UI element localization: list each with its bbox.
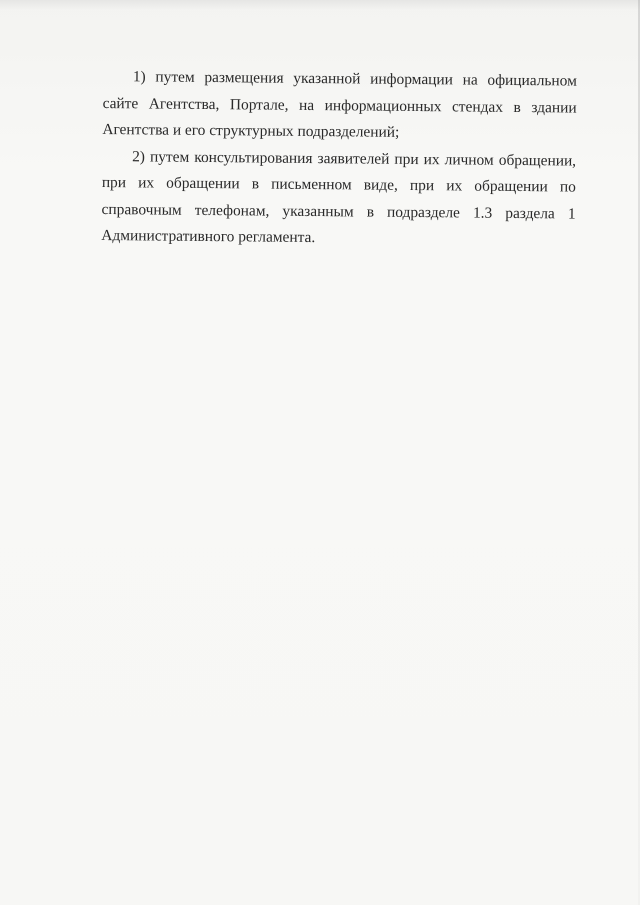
document-body bbox=[101, 64, 577, 254]
scan-top-shadow bbox=[0, 0, 640, 10]
paragraph-1: 1) путем размещения указанной информации на официальном сайте Агентства, Портале, на информационных стендах в здании Агентства и его структурных подразделений; bbox=[102, 68, 577, 141]
paragraph-2: 2) путем консультирования заявителей при их личном обращении, при их обращении в письменном виде, при их обращении по справочным телефонам, указанным в подразделе 1.3 раздела 1 Административного регламента. bbox=[101, 147, 577, 247]
